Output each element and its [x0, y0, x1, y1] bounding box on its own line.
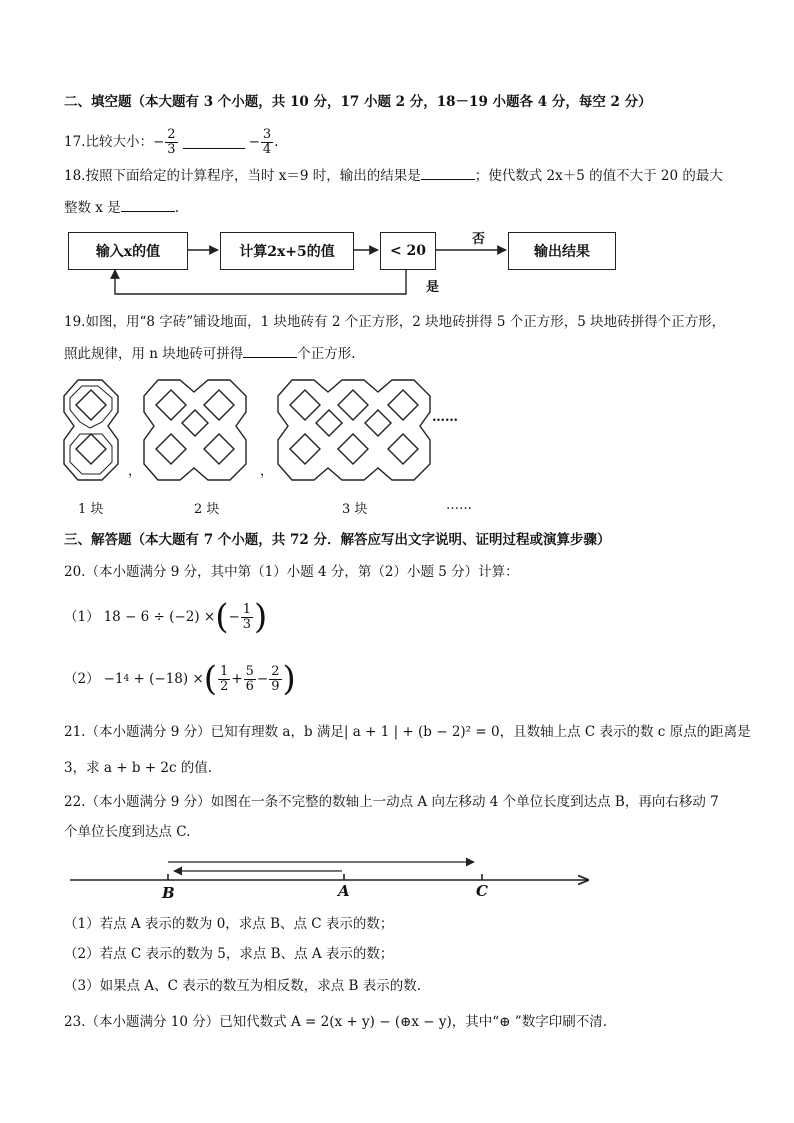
q23-line1: 23.（本小题满分 10 分）已知代数式 A = 2(x + y) − (⊕x − y)，其中“⊕ ”数字印刷不清.	[64, 1014, 607, 1030]
number-line-svg	[70, 846, 600, 904]
q22-line1: 22.（本小题满分 9 分）如图在一条不完整的数轴上一动点 A 向左移动 4 个单位长度到达点 B，再向右移动 7	[64, 794, 719, 810]
q20-part2-fraction-1	[218, 665, 230, 694]
q18-answer-blank-2[interactable]	[121, 199, 175, 212]
q22-part2: （2）若点 C 表示的数为 5，求点 B、点 A 表示的数；	[64, 946, 394, 962]
q19-line2	[64, 344, 356, 364]
q20-part1-expr: 18 − 6 ÷ (−2) ×	[103, 609, 216, 625]
q18-text-d: .	[174, 200, 179, 216]
q20-part2-fraction-2	[244, 665, 256, 694]
q19-text-a: 照此规律，用 n 块地砖可拼得	[64, 346, 244, 362]
q18-text-b: ；使代数式 2x＋5 的值不大于 20 的最大	[474, 168, 723, 184]
frac-denominator: 3	[242, 616, 252, 632]
tile-comma-1: ，	[128, 464, 142, 479]
right-paren: )	[254, 597, 268, 637]
q20-part2	[64, 656, 296, 702]
flow-box-output: 输出结果	[508, 232, 616, 270]
tile-1	[64, 380, 118, 480]
minus-sign: −	[256, 671, 269, 687]
tiles-svg	[60, 376, 500, 488]
tile-label-2: 2 块	[194, 502, 220, 517]
q20-part1-sign: −	[228, 609, 240, 625]
q21-line1: 21.（本小题满分 9 分）已知有理数 a，b 满足| a + 1 | + (b − 2)² = 0，且数轴上点 C 表示的数 c 原点的距离是	[64, 724, 751, 740]
q18-text-a: 18.按照下面给定的计算程序，当时 x＝9 时，输出的结果是	[64, 168, 421, 184]
q17-frac2-sign: −	[248, 134, 260, 150]
frac-numerator: 1	[242, 601, 252, 617]
point-b-label: B	[162, 884, 175, 902]
frac-numerator: 5	[245, 663, 254, 679]
frac-numerator: 2	[271, 663, 280, 679]
q17-frac1-sign: −	[152, 134, 165, 150]
q20-intro: 20.（本小题满分 9 分，其中第（1）小题 4 分，第（2）小题 5 分）计算：	[64, 564, 519, 580]
plus-sign: +	[231, 671, 243, 687]
q19-answer-blank[interactable]	[243, 345, 297, 358]
tile-group-3	[278, 380, 430, 480]
q20-part2-expr-b: + (−18) ×	[129, 671, 204, 687]
q22-number-line	[70, 846, 600, 904]
frac-denominator: 2	[220, 678, 229, 694]
flow-box-input: 输入x的值	[68, 232, 188, 270]
q18-text-c: 整数 x 是	[64, 200, 121, 216]
tile-dots: ……	[432, 410, 458, 425]
section3-heading: 三、解答题（本大题有 7 个小题，共 72 分．解答应写出文字说明、证明过程或演算步骤）	[64, 532, 611, 548]
frac-numerator: 3	[262, 126, 272, 142]
frac-numerator: 1	[220, 663, 229, 679]
q20-part1-label: （1）	[64, 609, 100, 625]
q20-part2-label: （2）	[64, 671, 100, 687]
right-paren: )	[282, 659, 296, 699]
point-c-label: C	[476, 882, 488, 900]
left-paren: (	[203, 659, 218, 699]
q17-prefix: 17.比较大小：	[64, 134, 153, 150]
q19-text-b: 个正方形.	[297, 346, 356, 362]
flow-label-yes: 是	[426, 280, 440, 295]
flow-box-compute: 计算2x+5的值	[220, 232, 354, 270]
frac-denominator: 4	[262, 141, 272, 157]
loop-arrow	[115, 268, 406, 294]
q22-part3: （3）如果点 A、C 表示的数互为相反数，求点 B 表示的数.	[64, 978, 422, 994]
q20-part2-expr-a: −1	[103, 671, 124, 687]
tile-label-3: 3 块	[342, 502, 368, 517]
q18-line1	[64, 166, 723, 186]
q17-fraction-1	[165, 128, 177, 157]
q20-part2-exponent: 4	[123, 674, 130, 684]
tile-comma-2: ，	[260, 464, 274, 479]
section2-heading: 二、填空题（本大题有 3 个小题，共 10 分，17 小题 2 分，18－19 小题各 4 分，每空 2 分）	[64, 94, 652, 110]
frac-denominator: 6	[245, 678, 254, 694]
q17-fraction-2	[261, 128, 273, 157]
q20-part1-fraction	[241, 603, 253, 632]
q19-line1: 19.如图，用“8 字砖”铺设地面，1 块地砖有 2 个正方形，2 块地砖拼得 5 个正方形，5 块地砖拼得个正方形，	[64, 314, 726, 330]
frac-denominator: 3	[167, 141, 176, 157]
tile-label-1: 1 块	[78, 502, 104, 517]
q22-part1: （1）若点 A 表示的数为 0，求点 B、点 C 表示的数；	[64, 916, 394, 932]
flow-box-compare: < 20	[380, 232, 436, 270]
q20-part1	[64, 594, 267, 640]
frac-denominator: 9	[271, 678, 280, 694]
q21-line2: 3，求 a + b + 2c 的值.	[64, 760, 213, 776]
q22-line2: 个单位长度到达点 C.	[64, 824, 191, 840]
q18-answer-blank-1[interactable]	[421, 167, 475, 180]
q19-figure	[60, 376, 500, 517]
q17	[64, 124, 278, 160]
flow-label-no: 否	[472, 232, 486, 247]
frac-numerator: 2	[167, 126, 176, 142]
q18-line2	[64, 198, 179, 218]
q17-end: .	[274, 134, 279, 150]
point-a-label: A	[338, 882, 350, 900]
left-paren: (	[215, 597, 229, 637]
tile-label-4: ……	[446, 498, 472, 513]
tile-group-2	[144, 380, 246, 480]
q17-answer-blank[interactable]	[183, 136, 245, 149]
q18-flowchart	[60, 226, 620, 302]
q20-part2-fraction-3	[269, 665, 281, 694]
